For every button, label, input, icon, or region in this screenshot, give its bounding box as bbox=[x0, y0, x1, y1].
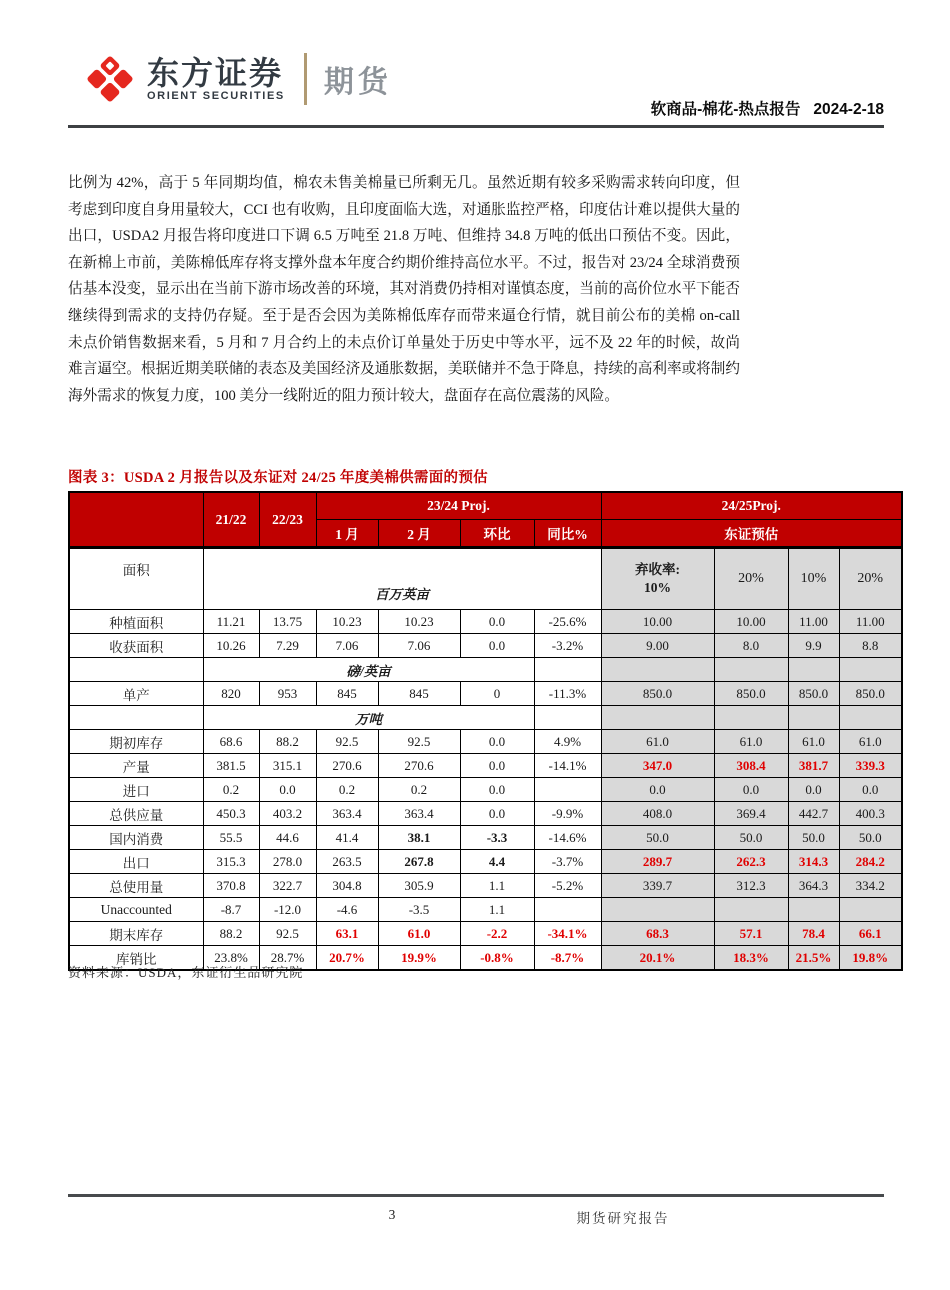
brand-text bbox=[147, 56, 285, 103]
column-header-yoy: 同比% bbox=[534, 520, 601, 548]
column-header-2223: 22/23 bbox=[259, 492, 316, 548]
table-row bbox=[69, 898, 902, 922]
value-cell: 0.0 bbox=[839, 778, 902, 802]
value-cell: 68.6 bbox=[203, 730, 259, 754]
value-cell: 267.8 bbox=[378, 850, 460, 874]
value-cell: 381.7 bbox=[788, 754, 839, 778]
scenario-cell: 10% bbox=[788, 548, 839, 610]
value-cell: 0.0 bbox=[460, 754, 534, 778]
value-cell: 50.0 bbox=[839, 826, 902, 850]
value-cell: 61.0 bbox=[714, 730, 788, 754]
value-cell: 50.0 bbox=[714, 826, 788, 850]
value-cell: 0.2 bbox=[203, 778, 259, 802]
scenario-cell: 20% bbox=[714, 548, 788, 610]
value-cell: -0.8% bbox=[460, 946, 534, 971]
value-cell: 66.1 bbox=[839, 922, 902, 946]
blank-cell bbox=[601, 706, 714, 730]
value-cell: 270.6 bbox=[378, 754, 460, 778]
value-cell: -4.6 bbox=[316, 898, 378, 922]
value-cell: 78.4 bbox=[788, 922, 839, 946]
value-cell: 4.9% bbox=[534, 730, 601, 754]
supply-demand-table-body bbox=[69, 548, 902, 971]
value-cell: 0.2 bbox=[316, 778, 378, 802]
value-cell: 339.3 bbox=[839, 754, 902, 778]
value-cell: 7.06 bbox=[316, 634, 378, 658]
supply-demand-table bbox=[68, 491, 903, 971]
table-row bbox=[69, 826, 902, 850]
value-cell: 50.0 bbox=[788, 826, 839, 850]
value-cell: 334.2 bbox=[839, 874, 902, 898]
value-cell: 850.0 bbox=[839, 682, 902, 706]
value-cell: 953 bbox=[259, 682, 316, 706]
table-row bbox=[69, 548, 902, 610]
table-row bbox=[69, 730, 902, 754]
header-rule bbox=[68, 125, 884, 128]
value-cell: -25.6% bbox=[534, 610, 601, 634]
table-row bbox=[69, 874, 902, 898]
brand-name-en: ORIENT SECURITIES bbox=[147, 89, 285, 102]
value-cell: 289.7 bbox=[601, 850, 714, 874]
value-cell: 68.3 bbox=[601, 922, 714, 946]
table-header-row-1 bbox=[69, 492, 902, 520]
value-cell: -3.2% bbox=[534, 634, 601, 658]
row-label bbox=[69, 706, 203, 730]
value-cell: -14.1% bbox=[534, 754, 601, 778]
value-cell: 369.4 bbox=[714, 802, 788, 826]
value-cell: 278.0 bbox=[259, 850, 316, 874]
value-cell: 21.5% bbox=[788, 946, 839, 971]
scenario-cell: 20% bbox=[839, 548, 902, 610]
report-date: 2024-2-18 bbox=[813, 101, 884, 118]
row-label: 总供应量 bbox=[69, 802, 203, 826]
value-cell: 55.5 bbox=[203, 826, 259, 850]
blank-cell bbox=[534, 658, 601, 682]
row-label: 总使用量 bbox=[69, 874, 203, 898]
row-label: 出口 bbox=[69, 850, 203, 874]
value-cell: 305.9 bbox=[378, 874, 460, 898]
value-cell: 400.3 bbox=[839, 802, 902, 826]
row-label: 单产 bbox=[69, 682, 203, 706]
value-cell: 284.2 bbox=[839, 850, 902, 874]
value-cell: 61.0 bbox=[839, 730, 902, 754]
table-row bbox=[69, 706, 902, 730]
value-cell: 0.0 bbox=[460, 610, 534, 634]
table-row bbox=[69, 658, 902, 682]
value-cell: 850.0 bbox=[601, 682, 714, 706]
value-cell bbox=[534, 898, 601, 922]
column-group-2324: 23/24 Proj. bbox=[316, 492, 601, 520]
value-cell: 4.4 bbox=[460, 850, 534, 874]
unit-cell: 磅/英亩 bbox=[203, 658, 534, 682]
value-cell: 20.7% bbox=[316, 946, 378, 971]
figure-title: 图表 3：USDA 2 月报告以及东证对 24/25 年度美棉供需面的预估 bbox=[68, 470, 488, 486]
value-cell: 13.75 bbox=[259, 610, 316, 634]
value-cell bbox=[601, 898, 714, 922]
blank-cell bbox=[839, 658, 902, 682]
value-cell: -3.7% bbox=[534, 850, 601, 874]
blank-cell bbox=[714, 658, 788, 682]
value-cell bbox=[714, 898, 788, 922]
value-cell: 10.00 bbox=[601, 610, 714, 634]
blank-cell bbox=[839, 706, 902, 730]
value-cell: 23.8% bbox=[203, 946, 259, 971]
row-label: 期末库存 bbox=[69, 922, 203, 946]
value-cell: -11.3% bbox=[534, 682, 601, 706]
value-cell: 61.0 bbox=[378, 922, 460, 946]
value-cell: 0.0 bbox=[714, 778, 788, 802]
scenario-cell: 弃收率: 10% bbox=[601, 548, 714, 610]
brand-name-cn: 东方证券 bbox=[147, 54, 284, 91]
value-cell: 370.8 bbox=[203, 874, 259, 898]
value-cell: 0 bbox=[460, 682, 534, 706]
value-cell: 9.9 bbox=[788, 634, 839, 658]
blank-cell bbox=[788, 706, 839, 730]
row-label: 种植面积 bbox=[69, 610, 203, 634]
value-cell: 820 bbox=[203, 682, 259, 706]
table-corner-cell bbox=[69, 492, 203, 548]
value-cell: -14.6% bbox=[534, 826, 601, 850]
blank-cell bbox=[714, 706, 788, 730]
brand-division-label: 期货 bbox=[323, 66, 392, 99]
value-cell: 408.0 bbox=[601, 802, 714, 826]
page-number: 3 bbox=[388, 1207, 396, 1222]
brand-header bbox=[86, 53, 392, 105]
value-cell: 7.29 bbox=[259, 634, 316, 658]
value-cell: -3.3 bbox=[460, 826, 534, 850]
value-cell: 92.5 bbox=[316, 730, 378, 754]
table-row bbox=[69, 754, 902, 778]
footer-label: 期货研究报告 bbox=[576, 1211, 670, 1226]
value-cell: -9.9% bbox=[534, 802, 601, 826]
table-row bbox=[69, 802, 902, 826]
value-cell: 11.00 bbox=[788, 610, 839, 634]
row-label bbox=[69, 658, 203, 682]
value-cell: 845 bbox=[378, 682, 460, 706]
value-cell: 315.3 bbox=[203, 850, 259, 874]
value-cell: 9.00 bbox=[601, 634, 714, 658]
value-cell: 19.9% bbox=[378, 946, 460, 971]
value-cell: 314.3 bbox=[788, 850, 839, 874]
value-cell: 850.0 bbox=[788, 682, 839, 706]
value-cell: 312.3 bbox=[714, 874, 788, 898]
value-cell: 845 bbox=[316, 682, 378, 706]
value-cell: 10.23 bbox=[316, 610, 378, 634]
value-cell bbox=[788, 898, 839, 922]
value-cell: -5.2% bbox=[534, 874, 601, 898]
value-cell: 10.00 bbox=[714, 610, 788, 634]
value-cell: 363.4 bbox=[378, 802, 460, 826]
value-cell: 262.3 bbox=[714, 850, 788, 874]
value-cell: 1.1 bbox=[460, 898, 534, 922]
value-cell: 322.7 bbox=[259, 874, 316, 898]
value-cell: 63.1 bbox=[316, 922, 378, 946]
value-cell: -34.1% bbox=[534, 922, 601, 946]
value-cell: 88.2 bbox=[259, 730, 316, 754]
table-row bbox=[69, 778, 902, 802]
value-cell: 0.0 bbox=[259, 778, 316, 802]
footer-rule bbox=[68, 1194, 884, 1197]
value-cell: 8.0 bbox=[714, 634, 788, 658]
value-cell: 347.0 bbox=[601, 754, 714, 778]
report-category-label: 软商品-棉花-热点报告 bbox=[650, 101, 801, 118]
row-label: Unaccounted bbox=[69, 898, 203, 922]
value-cell: -8.7% bbox=[534, 946, 601, 971]
value-cell: 850.0 bbox=[714, 682, 788, 706]
column-header-mom: 环比 bbox=[460, 520, 534, 548]
table-row bbox=[69, 610, 902, 634]
table-row bbox=[69, 634, 902, 658]
blank-cell bbox=[534, 706, 601, 730]
value-cell: 10.23 bbox=[378, 610, 460, 634]
value-cell: 50.0 bbox=[601, 826, 714, 850]
value-cell: 450.3 bbox=[203, 802, 259, 826]
value-cell: 38.1 bbox=[378, 826, 460, 850]
value-cell: -8.7 bbox=[203, 898, 259, 922]
value-cell: 8.8 bbox=[839, 634, 902, 658]
brand-divider bbox=[304, 53, 307, 105]
column-header-feb: 2 月 bbox=[378, 520, 460, 548]
blank-cell bbox=[601, 658, 714, 682]
row-label: 收获面积 bbox=[69, 634, 203, 658]
orient-securities-logo-icon bbox=[86, 55, 134, 103]
value-cell: 7.06 bbox=[378, 634, 460, 658]
value-cell: 308.4 bbox=[714, 754, 788, 778]
value-cell: 92.5 bbox=[259, 922, 316, 946]
value-cell: 442.7 bbox=[788, 802, 839, 826]
report-tag bbox=[651, 97, 884, 119]
row-label: 国内消费 bbox=[69, 826, 203, 850]
value-cell bbox=[839, 898, 902, 922]
unit-cell: 百万英亩 bbox=[203, 548, 601, 610]
value-cell: 381.5 bbox=[203, 754, 259, 778]
value-cell: -3.5 bbox=[378, 898, 460, 922]
table-row bbox=[69, 682, 902, 706]
blank-cell bbox=[788, 658, 839, 682]
table-header bbox=[69, 492, 902, 548]
row-label: 库销比 bbox=[69, 946, 203, 971]
value-cell: 0.0 bbox=[460, 634, 534, 658]
value-cell: 44.6 bbox=[259, 826, 316, 850]
value-cell: 263.5 bbox=[316, 850, 378, 874]
value-cell: 19.8% bbox=[839, 946, 902, 971]
column-header-dongzheng-estimate: 东证预估 bbox=[601, 520, 902, 548]
value-cell: 0.0 bbox=[460, 730, 534, 754]
value-cell: 20.1% bbox=[601, 946, 714, 971]
table-row bbox=[69, 922, 902, 946]
value-cell: 363.4 bbox=[316, 802, 378, 826]
value-cell: 11.21 bbox=[203, 610, 259, 634]
value-cell: 0.0 bbox=[460, 778, 534, 802]
value-cell: 11.00 bbox=[839, 610, 902, 634]
value-cell bbox=[534, 778, 601, 802]
value-cell: 0.0 bbox=[788, 778, 839, 802]
value-cell: 61.0 bbox=[601, 730, 714, 754]
body-paragraph: 比例为 42%，高于 5 年同期均值，棉农未售美棉量已所剩无几。虽然近期有较多采购需求转向印度，但考虑到印度自身用量较大，CCI 也有收购，且印度面临大选，对通胀监控严格，印度估计难以提供大量的出口，USDA2 月报告将印度进口下调 6.5 万吨至 21.8 万吨、但维持 34.8 万吨的低出口预估不变。因此，在新棉上市前，美陈棉低库存将支撑外盘本年度合约期价维持高位水平。不过，报告对 23/24 全球消费预估基本没变，显示出在当前下游市场改善的环境，其对消费仍持相对谨慎态度，当前的高价位水平下能否继续得到需求的支持仍存疑。至于是否会因为美陈棉低库存而带来逼仓行情，就目前公布的美棉 on-call 未点价销售数据来看，5 月和 7 月合约上的未点价订单量处于历史中等水平，远不及 22 年的时候，故尚难言逼空。根据近期美联储的表态及美国经济及通胀数据，美联储并不急于降息，持续的高利率或将制约海外需求的恢复力度，100 美分一线附近的阻力预计较大，盘面存在高位震荡的风险。 bbox=[68, 175, 740, 404]
value-cell: 10.26 bbox=[203, 634, 259, 658]
value-cell: 61.0 bbox=[788, 730, 839, 754]
value-cell: 339.7 bbox=[601, 874, 714, 898]
value-cell: -12.0 bbox=[259, 898, 316, 922]
value-cell: 0.0 bbox=[601, 778, 714, 802]
value-cell: 1.1 bbox=[460, 874, 534, 898]
column-header-jan: 1 月 bbox=[316, 520, 378, 548]
value-cell: 364.3 bbox=[788, 874, 839, 898]
value-cell: 315.1 bbox=[259, 754, 316, 778]
value-cell: 88.2 bbox=[203, 922, 259, 946]
value-cell: 18.3% bbox=[714, 946, 788, 971]
row-label: 进口 bbox=[69, 778, 203, 802]
value-cell: 57.1 bbox=[714, 922, 788, 946]
value-cell: 0.2 bbox=[378, 778, 460, 802]
row-label: 期初库存 bbox=[69, 730, 203, 754]
value-cell: 41.4 bbox=[316, 826, 378, 850]
value-cell: 403.2 bbox=[259, 802, 316, 826]
row-label: 面积 bbox=[69, 548, 203, 610]
value-cell: 92.5 bbox=[378, 730, 460, 754]
value-cell: 270.6 bbox=[316, 754, 378, 778]
row-label: 产量 bbox=[69, 754, 203, 778]
source-note: 资料来源：USDA，东证衍生品研究院 bbox=[68, 965, 304, 980]
unit-cell: 万吨 bbox=[203, 706, 534, 730]
column-header-2122: 21/22 bbox=[203, 492, 259, 548]
value-cell: 304.8 bbox=[316, 874, 378, 898]
table-row bbox=[69, 850, 902, 874]
value-cell: 28.7% bbox=[259, 946, 316, 971]
value-cell: 0.0 bbox=[460, 802, 534, 826]
column-group-2425: 24/25Proj. bbox=[601, 492, 902, 520]
value-cell: -2.2 bbox=[460, 922, 534, 946]
